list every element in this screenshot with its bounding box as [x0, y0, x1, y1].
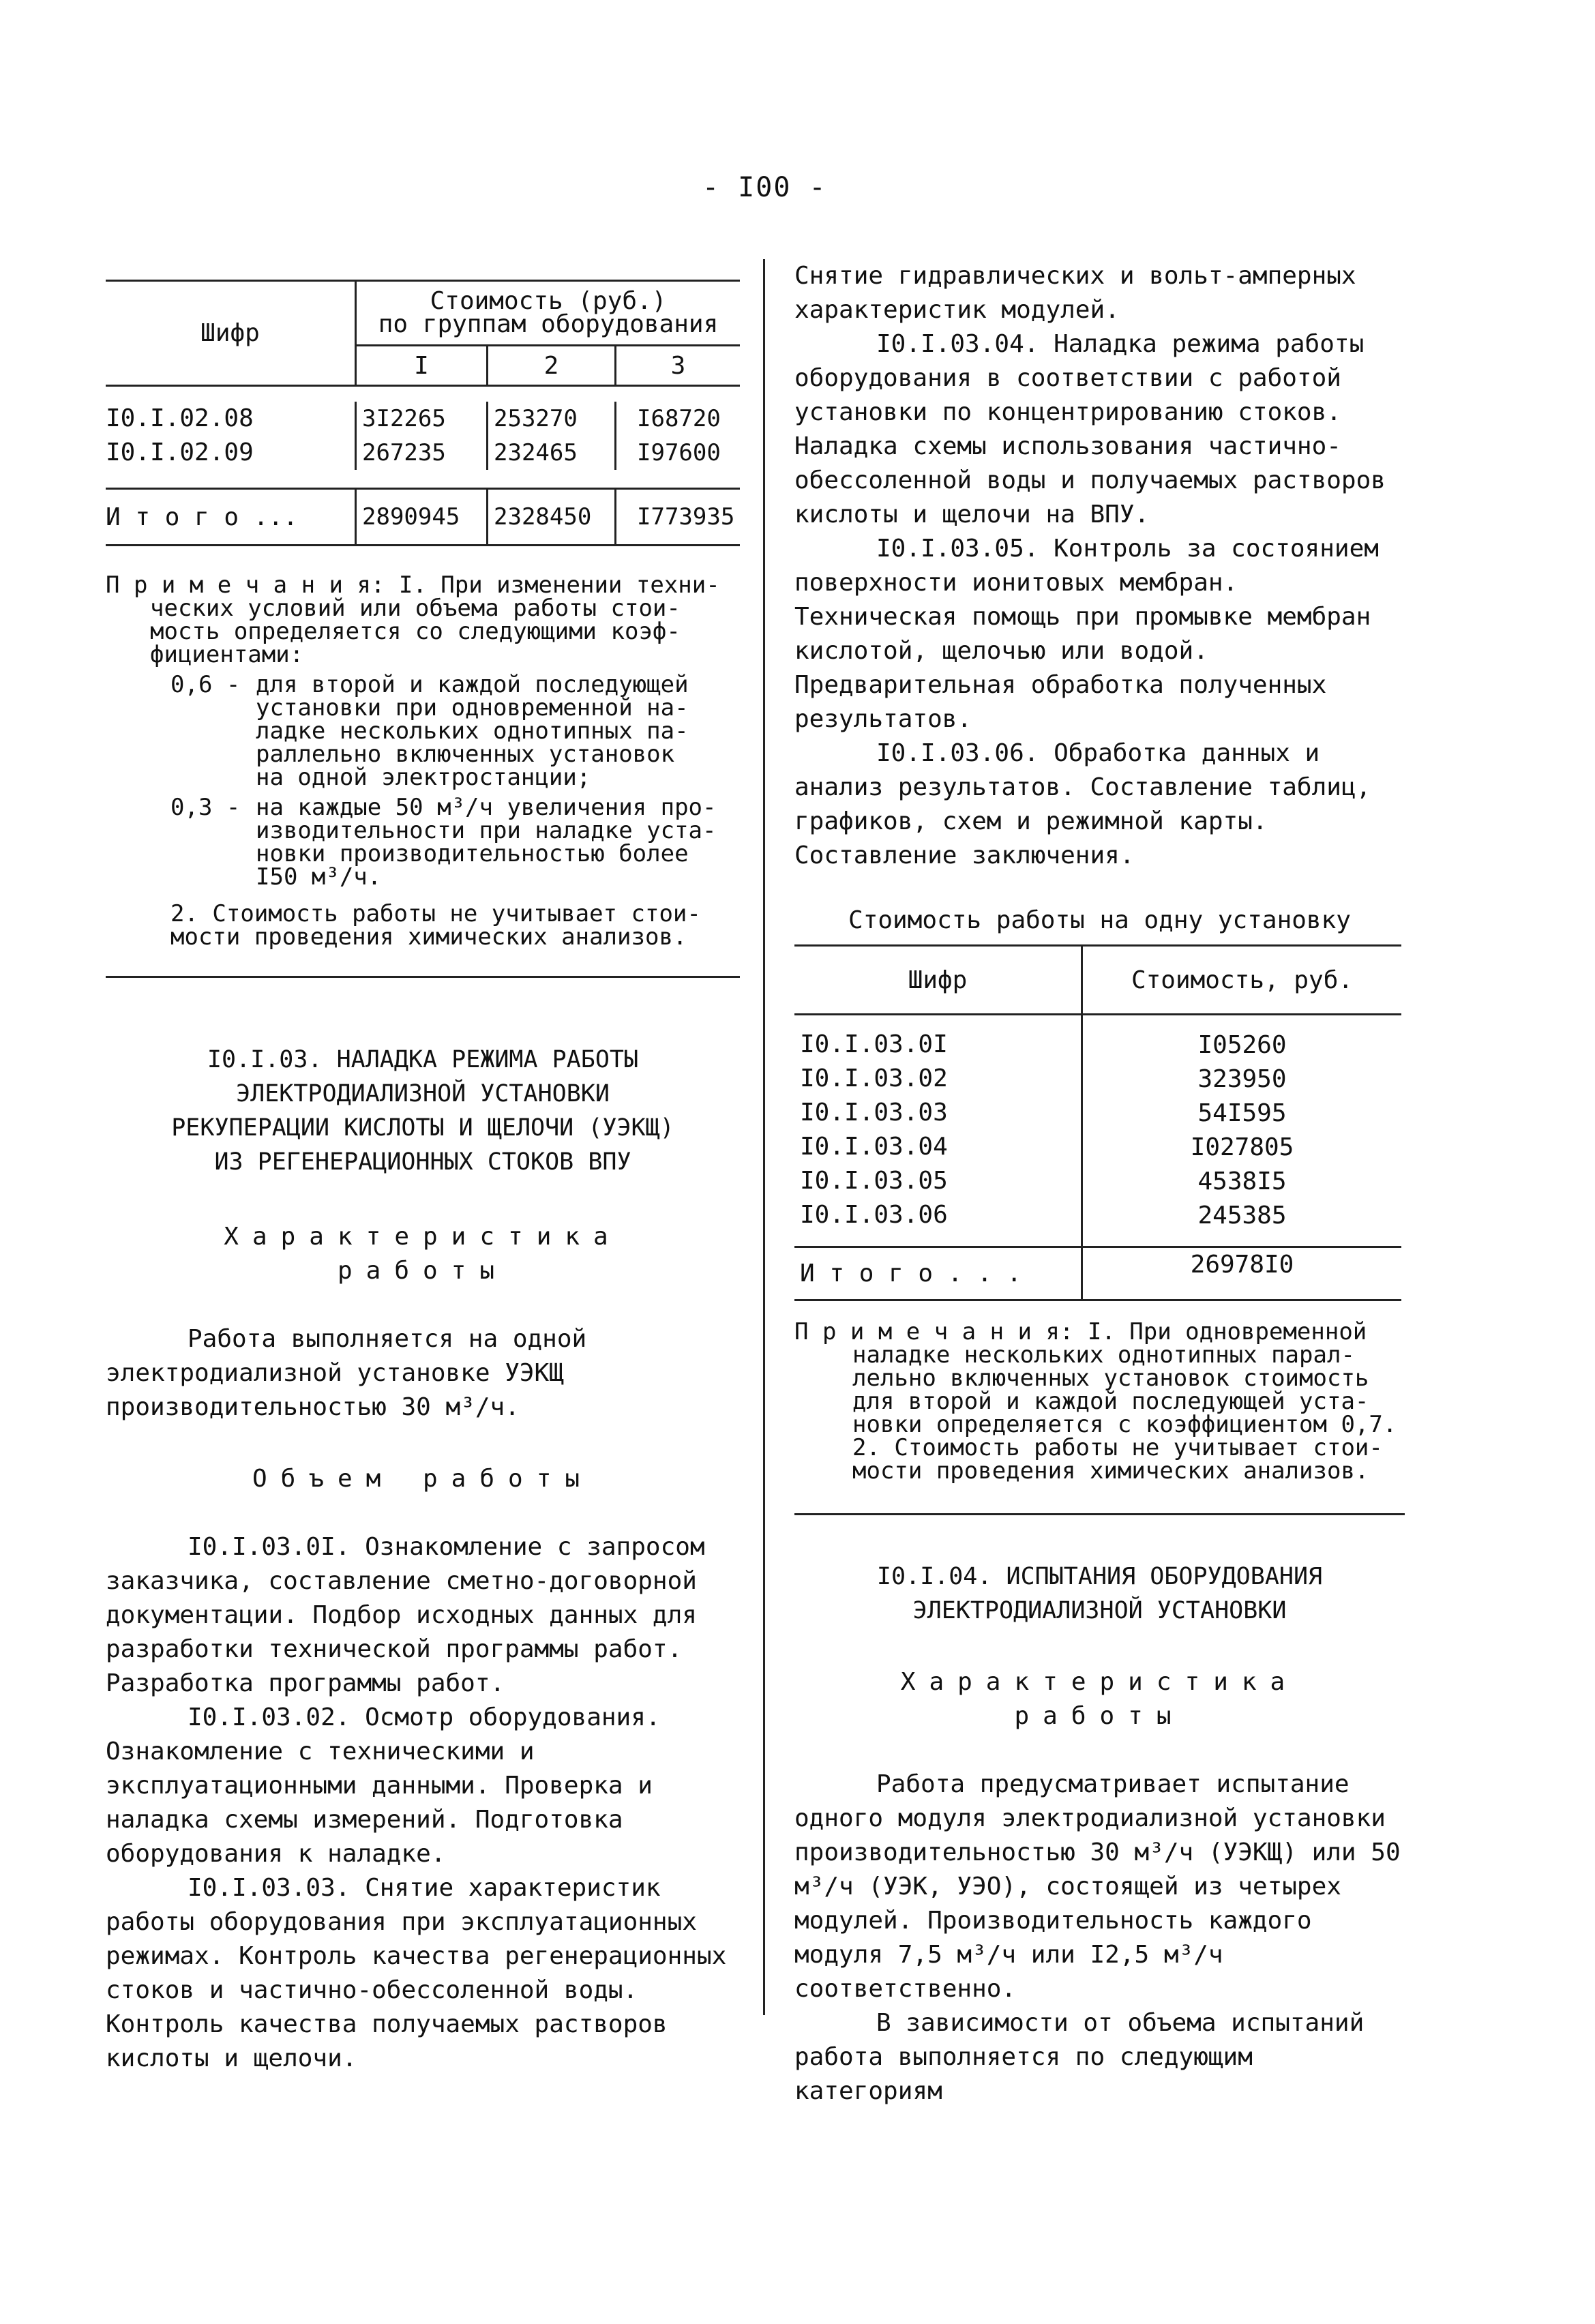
table-row: I0.I.03.03 54I595: [794, 1096, 1401, 1130]
section-rule: [106, 976, 740, 978]
table-row: I0.I.02.08 3I2265 253270 I68720: [106, 402, 740, 436]
total-row: И т о г о . . . 26978I0: [794, 1247, 1401, 1300]
page-number: - I00 -: [702, 172, 827, 203]
table-row: I0.I.02.09 267235 232465 I97600: [106, 436, 740, 470]
table-row: I0.I.03.02 323950: [794, 1062, 1401, 1096]
list-item: I0.I.03.04. Наладка режима работы оборудования в соответствии с работой установки по концентрированию стоков. Наладка схемы использования частично-обессоленной воды и получаемых растворов кислоты и щелочи на ВПУ.: [794, 330, 1386, 528]
work-items-continued: [794, 259, 1405, 873]
right-column: [794, 259, 1405, 2109]
section-104-title: I0.I.04. ИСПЫТАНИЯ ОБОРУДОВАНИЯ ЭЛЕКТРОДИАЛИЗНОЙ УСТАНОВКИ: [876, 1563, 1323, 1624]
t2-header-cost: Стоимость, руб.: [1082, 946, 1402, 1015]
list-item: I0.I.03.05. Контроль за состоянием поверхности ионитовых мембран. Техническая помощь при промывке мембран кислотой, щелочью или водой. Предварительная обработка полученных результатов.: [794, 535, 1379, 733]
list-item: I0.I.03.02. Осмотр оборудования. Ознакомление с техническими и эксплуатационными данными. Проверка и наладка схемы измерений. Подготовка оборудования к наладке.: [106, 1703, 661, 1868]
total-row: И т о г о ... 2890945 2328450 I773935: [106, 489, 740, 546]
t1-group-2: 2: [488, 346, 616, 386]
list-item: I0.I.03.0I. Ознакомление с запросом заказчика, составление сметно-договорной документации. Подбор исходных данных для разработки технической программы работ. Разработка программы работ.: [106, 1533, 705, 1697]
work-items: [106, 1530, 740, 2076]
table-row: I0.I.03.06 245385: [794, 1198, 1401, 1232]
t1-group-1: I: [356, 346, 488, 386]
characteristic-heading: Характеристика работы: [900, 1668, 1299, 1730]
t1-header-cost: Стоимость (руб.) по группам оборудования: [356, 282, 741, 346]
t1-group-3: 3: [670, 351, 686, 380]
t2-header-code: Шифр: [794, 946, 1082, 1015]
list-item: I0.I.03.03. Снятие характеристик работы оборудования при эксплуатационных режимах. Контроль качества регенерационных стоков и частично-обессоленной воды. Контроль качества получаемых растворов кислоты и щелочи.: [106, 1874, 727, 2072]
table-row: I0.I.03.04 I027805: [794, 1130, 1401, 1164]
section-rule: [794, 1513, 1405, 1515]
cost-by-group-table: [106, 282, 740, 546]
volume-heading: Объем работы: [252, 1465, 594, 1493]
cost-per-unit-table: [794, 944, 1401, 1301]
notes-2: П р и м е ч а н и я: I. При одновременной наладке нескольких однотипных парал- лельно включенных установок стоимость для второй и каждой последующей уста- новки определяется с коэффициентом 0,7. 2. Стоимость работы не учитывает стои- мости проведения химических анализов.: [794, 1318, 1397, 1485]
left-column: [106, 259, 740, 2076]
list-item: I0.I.03.06. Обработка данных и анализ результатов. Составление таблиц, графиков, схем и режимной карты. Составление заключения.: [794, 739, 1371, 869]
table-row: I0.I.03.05 4538I5: [794, 1164, 1401, 1198]
table-row: I0.I.03.0I I05260: [794, 1028, 1401, 1062]
section-104-paragraph: Работа предусматривает испытание одного модуля электродиализной установки производительностью 30 м³/ч (УЭКЩ) или 50 м³/ч (УЭК, УЭО), состоящей из четырех модулей. Производительность каждого модуля 7,5 м³/ч или I2,5 м³/ч соответственно.: [794, 1770, 1401, 2003]
section-103-title: I0.I.03. НАЛАДКА РЕЖИМА РАБОТЫ ЭЛЕКТРОДИАЛИЗНОЙ УСТАНОВКИ РЕКУПЕРАЦИИ КИСЛОТЫ И ЩЕЛОЧИ (УЭКЩ) ИЗ РЕГЕНЕРАЦИОННЫХ СТОКОВ ВПУ: [171, 1046, 674, 1176]
column-divider: [763, 259, 765, 2015]
list-item: Снятие гидравлических и вольт-амперных характеристик модулей.: [794, 262, 1356, 324]
table2-caption: Стоимость работы на одну установку: [848, 906, 1351, 934]
section-104-paragraph: В зависимости от объема испытаний работа выполняется по следующим категориям: [794, 2009, 1365, 2105]
characteristic-heading: Характеристика работы: [224, 1223, 622, 1285]
t1-header-code: Шифр: [106, 282, 356, 386]
characteristic-text: Работа выполняется на одной электродиализной установке УЭКЩ производительностью 30 м³/ч.: [106, 1325, 587, 1421]
notes-1: П р и м е ч а н и я: I. При изменении техни- ческих условий или объема работы стои- мость определяется со следующими коэф- фициентами: 0,6 - для второй и каждой последующей установки при одновременной на- ладке нескольких однотипных па- раллельно включенных установок на одной электростанции; 0,3 - на каждые 50 м³/ч увеличения про- изводительности при наладке уста- новки производительностью более I50 м³/ч. 2. Стоимость работы не учитывает стои- мости проведения химических анализов.: [106, 571, 720, 951]
